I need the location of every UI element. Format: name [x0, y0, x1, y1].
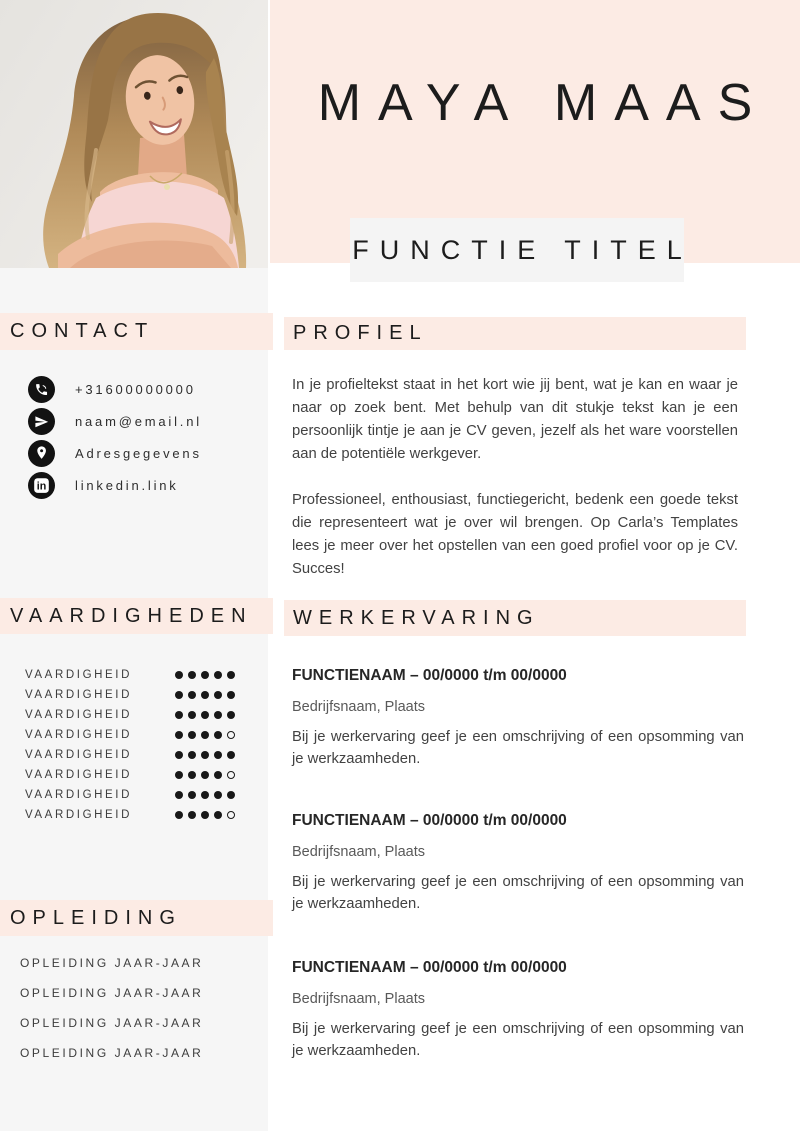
skill-row [25, 665, 235, 685]
rating-dot-filled [188, 811, 196, 819]
rating-dot-filled [188, 671, 196, 679]
skill-rating-dots [175, 811, 235, 819]
education-row: OPLEIDING JAAR-JAAR [20, 1016, 204, 1030]
rating-dot-filled [214, 771, 222, 779]
contact-row-address [28, 440, 202, 467]
skill-rating-dots [175, 691, 235, 699]
skill-row [25, 785, 235, 805]
contact-row-email [28, 408, 202, 435]
skill-label: VAARDIGHEID [25, 669, 132, 681]
skill-rating-dots [175, 671, 235, 679]
education-row: OPLEIDING JAAR-JAAR [20, 1046, 204, 1060]
job-title-line: FUNCTIENAAM – 00/0000 t/m 00/0000 [292, 667, 567, 684]
rating-dot-filled [227, 691, 235, 699]
rating-dot-filled [201, 671, 209, 679]
job-title-line: FUNCTIENAAM – 00/0000 t/m 00/0000 [292, 959, 567, 976]
education-section-heading [0, 900, 273, 936]
education-row: OPLEIDING JAAR-JAAR [20, 986, 204, 1000]
portrait-photo [0, 0, 268, 268]
send-icon [28, 408, 55, 435]
skill-label: VAARDIGHEID [25, 709, 132, 721]
skill-row [25, 725, 235, 745]
rating-dot-filled [175, 791, 183, 799]
contact-section-heading [0, 313, 273, 350]
rating-dot-empty [227, 731, 235, 739]
job-title-line: FUNCTIENAAM – 00/0000 t/m 00/0000 [292, 812, 567, 829]
profile-paragraph: In je profieltekst staat in het kort wie jij bent, wat je kan en waar je naar op zoek bent. Met behulp van dit stukje tekst kan je een persoonlijk tintje je aan je CV geven, jezelf als het ware voorstellen aan de potentiële werkgever. [292, 377, 738, 462]
rating-dot-filled [188, 731, 196, 739]
rating-dot-empty [227, 771, 235, 779]
rating-dot-filled [214, 731, 222, 739]
skill-label: VAARDIGHEID [25, 789, 132, 801]
job-title: FUNCTIE TITEL [352, 234, 693, 265]
profile-paragraph: Professioneel, enthousiast, functiegericht, bedenk een goede tekst die representeert wat je over wil brengen. Op Carla’s Templates lees je meer over het opstellen van een goed profiel voor op je CV. Succes! [292, 492, 738, 577]
profile-section-heading [284, 317, 746, 350]
education-row: OPLEIDING JAAR-JAAR [20, 956, 204, 970]
rating-dot-filled [214, 791, 222, 799]
location-pin-icon [28, 440, 55, 467]
contact-phone[interactable]: +31600000000 [75, 382, 196, 397]
job-company-line: Bedrijfsnaam, Plaats [292, 699, 425, 715]
skill-rating-dots [175, 751, 235, 759]
skills-heading-label: VAARDIGHEDEN [10, 604, 253, 627]
profile-text [292, 374, 738, 604]
job-company-line: Bedrijfsnaam, Plaats [292, 844, 425, 860]
portrait-illustration [0, 0, 268, 268]
rating-dot-filled [201, 791, 209, 799]
rating-dot-filled [175, 711, 183, 719]
contact-row-linkedin [28, 472, 202, 499]
rating-dot-filled [188, 691, 196, 699]
rating-dot-filled [201, 771, 209, 779]
skill-row [25, 705, 235, 725]
rating-dot-filled [175, 771, 183, 779]
experience-section-heading [284, 600, 746, 636]
rating-dot-filled [175, 671, 183, 679]
job-description: Bij je werkervaring geef je een omschrijving of een opsomming van je werkzaamheden. [292, 874, 744, 912]
skills-list [25, 665, 235, 825]
svg-text:in: in [36, 480, 47, 493]
phone-icon [28, 376, 55, 403]
rating-dot-filled [175, 811, 183, 819]
skill-label: VAARDIGHEID [25, 749, 132, 761]
job-entry [292, 666, 744, 770]
rating-dot-filled [227, 671, 235, 679]
skills-section-heading [0, 598, 273, 634]
rating-dot-filled [227, 711, 235, 719]
skill-row [25, 745, 235, 765]
skill-row [25, 805, 235, 825]
contact-linkedin[interactable]: linkedin.link [75, 478, 179, 493]
rating-dot-filled [188, 791, 196, 799]
rating-dot-filled [227, 751, 235, 759]
skill-rating-dots [175, 791, 235, 799]
rating-dot-filled [214, 751, 222, 759]
skill-rating-dots [175, 771, 235, 779]
skill-row [25, 685, 235, 705]
rating-dot-filled [188, 751, 196, 759]
skill-rating-dots [175, 711, 235, 719]
rating-dot-filled [201, 751, 209, 759]
rating-dot-filled [214, 671, 222, 679]
rating-dot-filled [214, 691, 222, 699]
job-entry [292, 811, 744, 915]
job-description: Bij je werkervaring geef je een omschrijving of een opsomming van je werkzaamheden. [292, 729, 744, 767]
job-title-box [350, 218, 693, 282]
contact-heading-label: CONTACT [10, 320, 155, 342]
skill-label: VAARDIGHEID [25, 809, 132, 821]
contact-email[interactable]: naam@email.nl [75, 414, 202, 429]
education-list [20, 948, 203, 1068]
contact-list [28, 376, 202, 499]
rating-dot-filled [175, 751, 183, 759]
education-heading-label: OPLEIDING [10, 906, 182, 929]
skill-label: VAARDIGHEID [25, 689, 132, 701]
skill-label: VAARDIGHEID [25, 769, 132, 781]
rating-dot-empty [227, 811, 235, 819]
rating-dot-filled [201, 691, 209, 699]
rating-dot-filled [201, 811, 209, 819]
job-entry [292, 958, 744, 1062]
job-company-line: Bedrijfsnaam, Plaats [292, 991, 425, 1007]
skill-rating-dots [175, 731, 235, 739]
rating-dot-filled [188, 771, 196, 779]
rating-dot-filled [201, 711, 209, 719]
skill-label: VAARDIGHEID [25, 729, 132, 741]
contact-row-phone [28, 376, 202, 403]
person-name: MAYA MAAS [317, 74, 770, 132]
rating-dot-filled [188, 711, 196, 719]
rating-dot-filled [214, 711, 222, 719]
job-description: Bij je werkervaring geef je een omschrijving of een opsomming van je werkzaamheden. [292, 1021, 744, 1059]
rating-dot-filled [214, 811, 222, 819]
profile-heading-label: PROFIEL [293, 322, 428, 344]
experience-heading-label: WERKERVARING [293, 606, 540, 629]
linkedin-icon [28, 472, 55, 499]
rating-dot-filled [227, 791, 235, 799]
rating-dot-filled [201, 731, 209, 739]
contact-address: Adresgegevens [75, 446, 202, 461]
skill-row [25, 765, 235, 785]
rating-dot-filled [175, 691, 183, 699]
rating-dot-filled [175, 731, 183, 739]
